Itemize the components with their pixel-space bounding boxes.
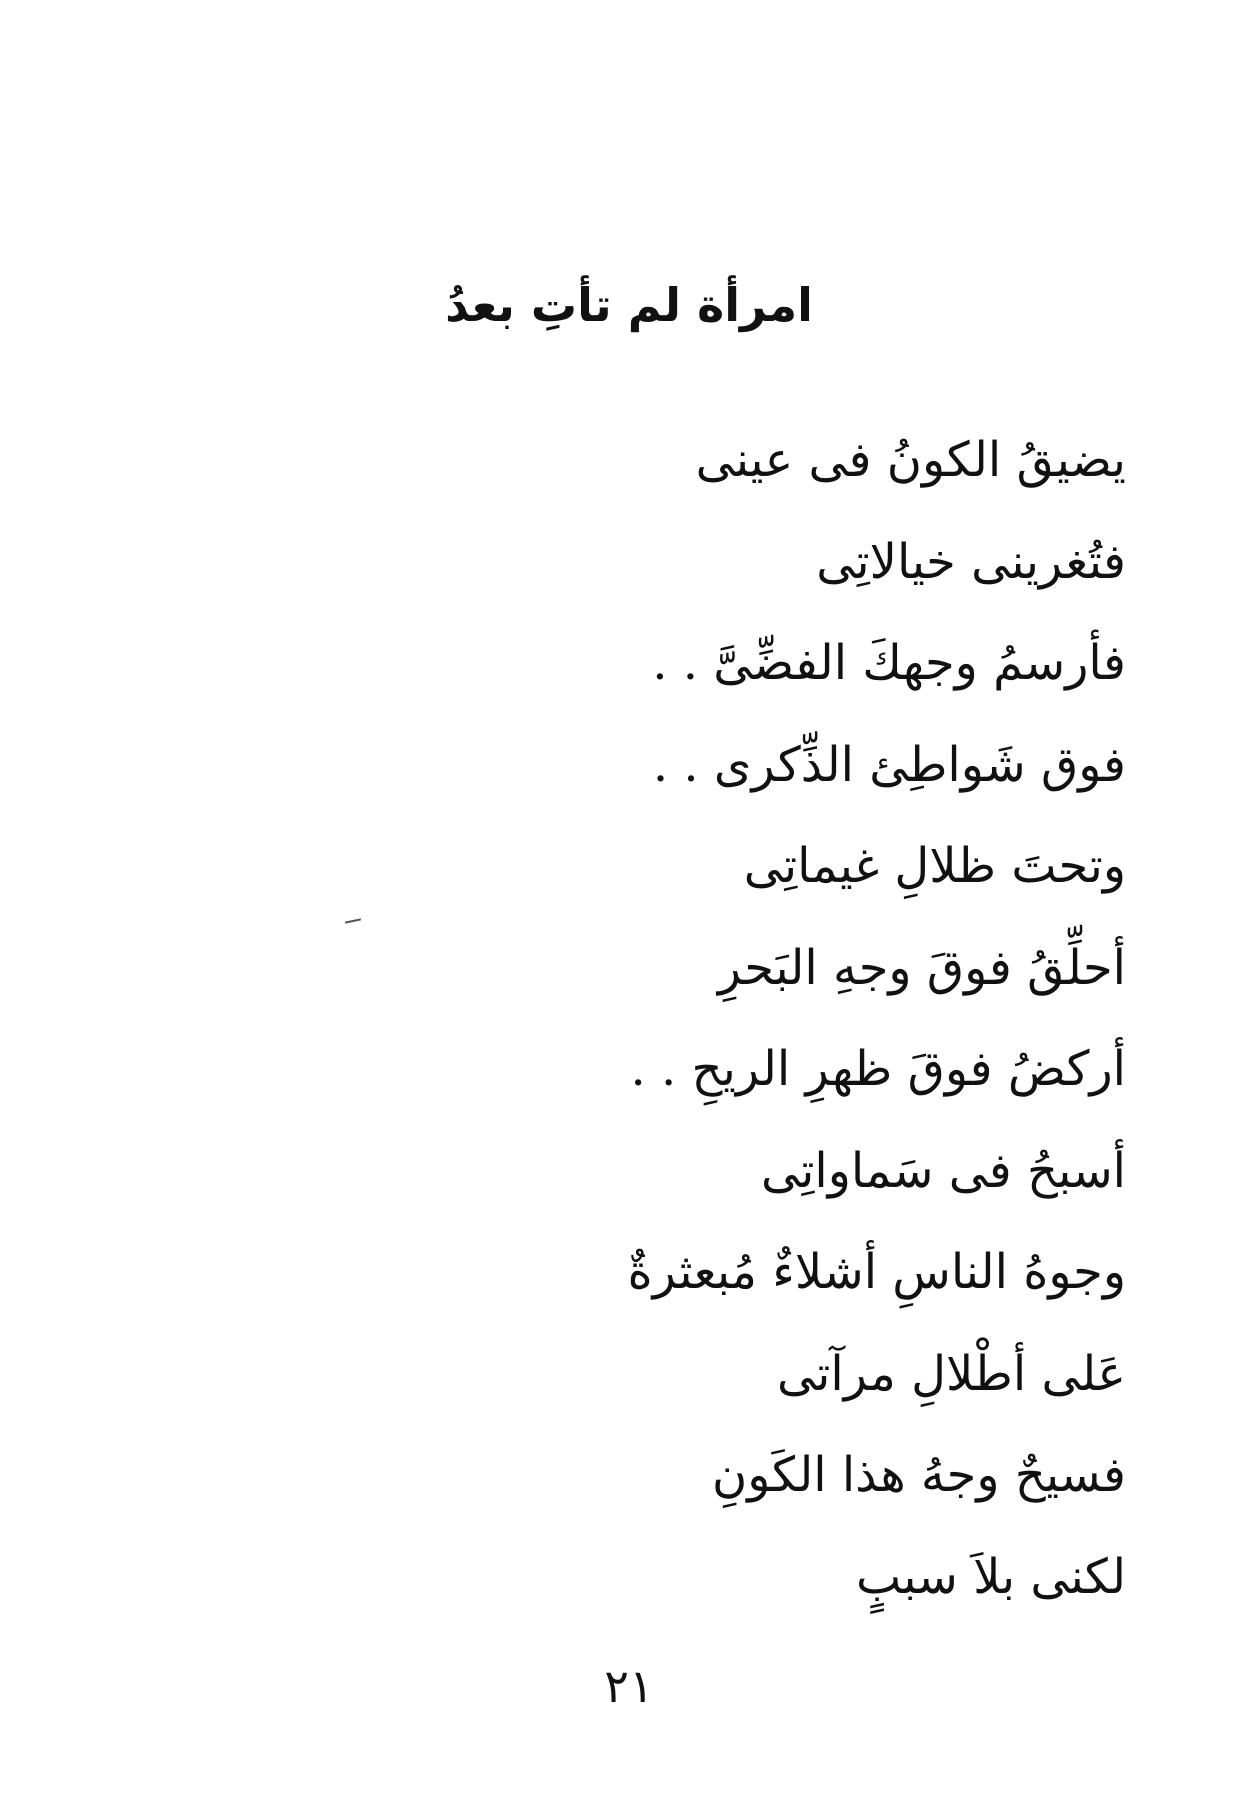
poem-line: أركضُ فوقَ ظهرِ الريحِ . .: [630, 1041, 1126, 1097]
poem-line: وجوهُ الناسِ أشلاءٌ مُبعثرةٌ: [627, 1244, 1126, 1300]
poem-line: أحلِّقُ فوقَ وجهِ البَحرِ: [717, 939, 1126, 996]
poem-line: عَلى أطْلالِ مرآتى: [776, 1345, 1126, 1402]
poem-title: امرأة لم تأتِ بعدُ: [445, 278, 813, 332]
poem-line: فأرسمُ وجهكَ الفضِّىَّ . .: [652, 635, 1126, 691]
poem-line: وتحتَ ظلالِ غيماتِى: [743, 838, 1126, 894]
poem-line: فوق شَواطِئ الذِّكرى . .: [652, 736, 1126, 793]
poem-body: [426, 420, 1126, 1638]
poem-line: فتُغرينى خيالاتِى: [816, 533, 1126, 590]
page-number: ٢١: [604, 1659, 654, 1713]
poem-line: يضيقُ الكونُ فى عينى: [695, 432, 1126, 488]
poem-line: لكنى بلاَ سببٍ: [856, 1548, 1126, 1605]
poem-line: أسبحُ فى سَماواتِى: [761, 1142, 1126, 1199]
stray-ink-mark: [345, 918, 361, 923]
poem-line: فسيحٌ وجهُ هذا الكَونِ: [712, 1447, 1126, 1503]
